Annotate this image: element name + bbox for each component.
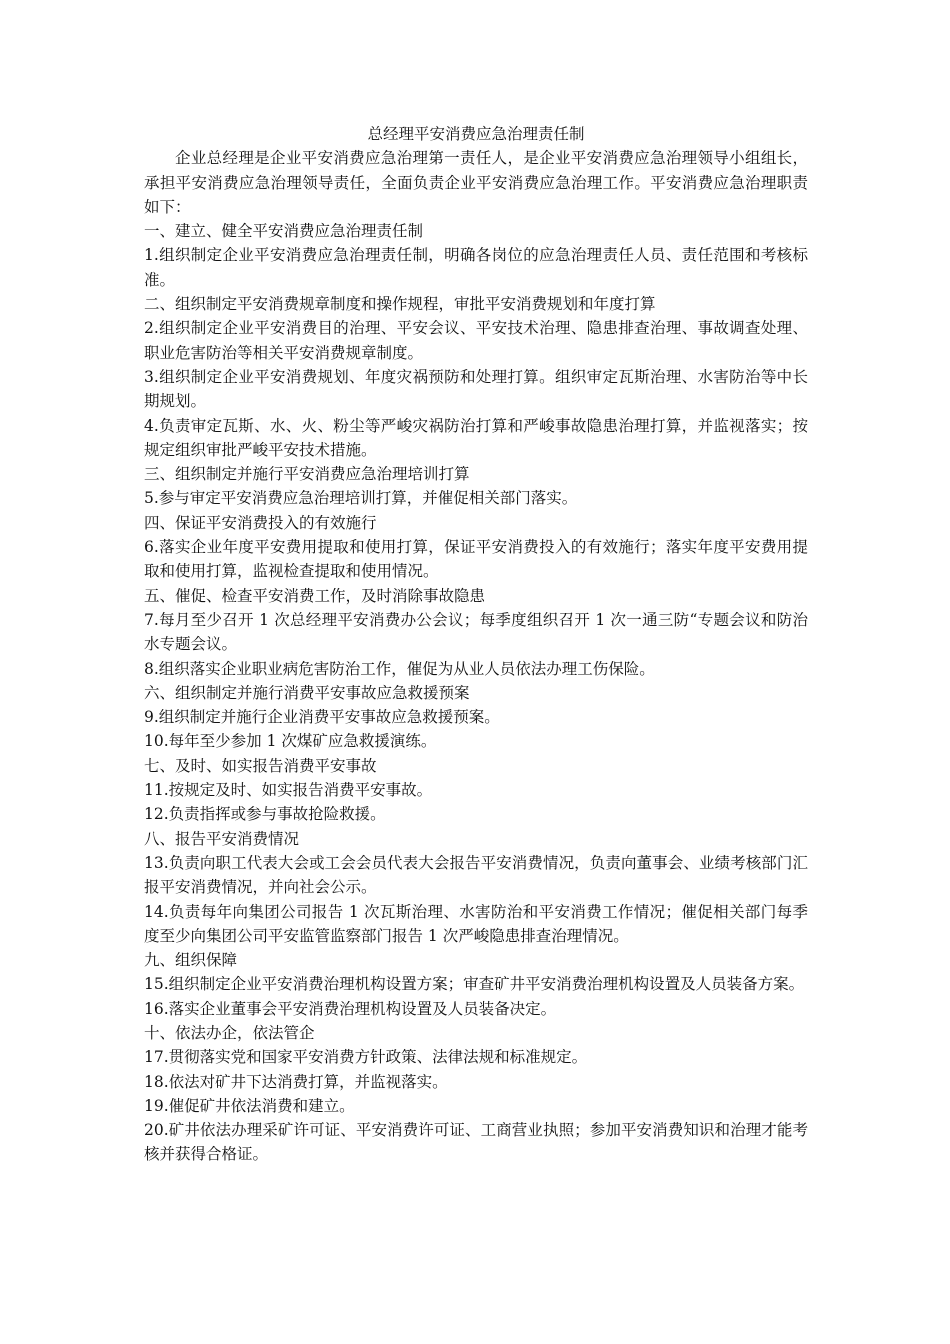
list-item: 14.负责每年向集团公司报告 1 次瓦斯治理、水害防治和平安消费工作情况；催促相关部门每季度至少向集团公司平安监管监察部门报告 1 次严峻隐患排查治理情况。 [144, 902, 808, 945]
section-heading: 八、报告平安消费情况 [144, 829, 300, 848]
section-heading: 九、组织保障 [144, 951, 238, 970]
section-heading: 五、催促、检查平安消费工作，及时消除事故隐患 [144, 586, 486, 605]
list-item: 20.矿井依法办理采矿许可证、平安消费许可证、工商营业执照；参加平安消费知识和治理才能考核并获得合格证。 [144, 1121, 808, 1164]
list-item: 13.负责向职工代表大会或工会会员代表大会报告平安消费情况，负责向董事会、业绩考核部门汇报平安消费情况，并向社会公示。 [144, 853, 808, 897]
section-heading: 四、保证平安消费投入的有效施行 [144, 513, 377, 532]
list-item: 2.组织制定企业平安消费目的治理、平安会议、平安技术治理、隐患排查治理、事故调查处理、职业危害防治等相关平安消费规章制度。 [144, 319, 808, 362]
list-item: 10.每年至少参加 1 次煤矿应急救援演练。 [144, 732, 437, 751]
list-item: 18.依法对矿井下达消费打算，并监视落实。 [144, 1072, 448, 1091]
list-item: 3.组织制定企业平安消费规划、年度灾祸预防和处理打算。组织审定瓦斯治理、水害防治等中长期规划。 [144, 367, 808, 411]
section-heading: 六、组织制定并施行消费平安事故应急救援预案 [144, 683, 470, 702]
section-heading: 二、组织制定平安消费规章制度和操作规程，审批平安消费规划和年度打算 [144, 295, 656, 314]
list-item: 16.落实企业董事会平安消费治理机构设置及人员装备决定。 [144, 999, 557, 1018]
list-item: 11.按规定及时、如实报告消费平安事故。 [144, 781, 433, 800]
list-item: 12.负责指挥或参与事故抢险救援。 [144, 805, 386, 824]
document-title: 总经理平安消费应急治理责任制 [367, 125, 585, 143]
section-heading: 一、建立、健全平安消费应急治理责任制 [144, 222, 424, 241]
document-body [144, 219, 808, 1167]
intro-paragraph: 企业总经理是企业平安消费应急治理第一责任人，是企业平安消费应急治理领导小组组长，承担平安消费应急治理领导责任，全面负责企业平安消费应急治理工作。平安消费应急治理职责如下： [144, 149, 808, 216]
list-item: 15.组织制定企业平安消费治理机构设置方案；审查矿井平安消费治理机构设置及人员装备方案。 [144, 975, 805, 994]
section-heading: 七、及时、如实报告消费平安事故 [144, 756, 377, 775]
section-heading: 三、组织制定并施行平安消费应急治理培训打算 [144, 465, 470, 484]
list-item: 1.组织制定企业平安消费应急治理责任制，明确各岗位的应急治理责任人员、责任范围和考核标准。 [144, 246, 808, 289]
section-heading: 十、依法办企，依法管企 [144, 1023, 315, 1042]
list-item: 19.催促矿井依法消费和建立。 [144, 1096, 355, 1115]
list-item: 8.组织落实企业职业病危害防治工作，催促为从业人员依法办理工伤保险。 [144, 659, 655, 678]
list-item: 9.组织制定并施行企业消费平安事故应急救援预案。 [144, 708, 500, 727]
document-page [144, 122, 808, 1167]
list-item: 5.参与审定平安消费应急治理培训打算，并催促相关部门落实。 [144, 489, 578, 508]
list-item: 4.负责审定瓦斯、水、火、粉尘等严峻灾祸防治打算和严峻事故隐患治理打算，并监视落实；按规定组织审批严峻平安技术措施。 [144, 416, 808, 459]
list-item: 17.贯彻落实党和国家平安消费方针政策、法律法规和标准规定。 [144, 1048, 588, 1067]
list-item: 6.落实企业年度平安费用提取和使用打算，保证平安消费投入的有效施行；落实年度平安费用提取和使用打算，监视检查提取和使用情况。 [144, 538, 808, 581]
list-item: 7.每月至少召开 1 次总经理平安消费办公会议；每季度组织召开 1 次一通三防“专题会议和防治水专题会议。 [144, 610, 808, 654]
